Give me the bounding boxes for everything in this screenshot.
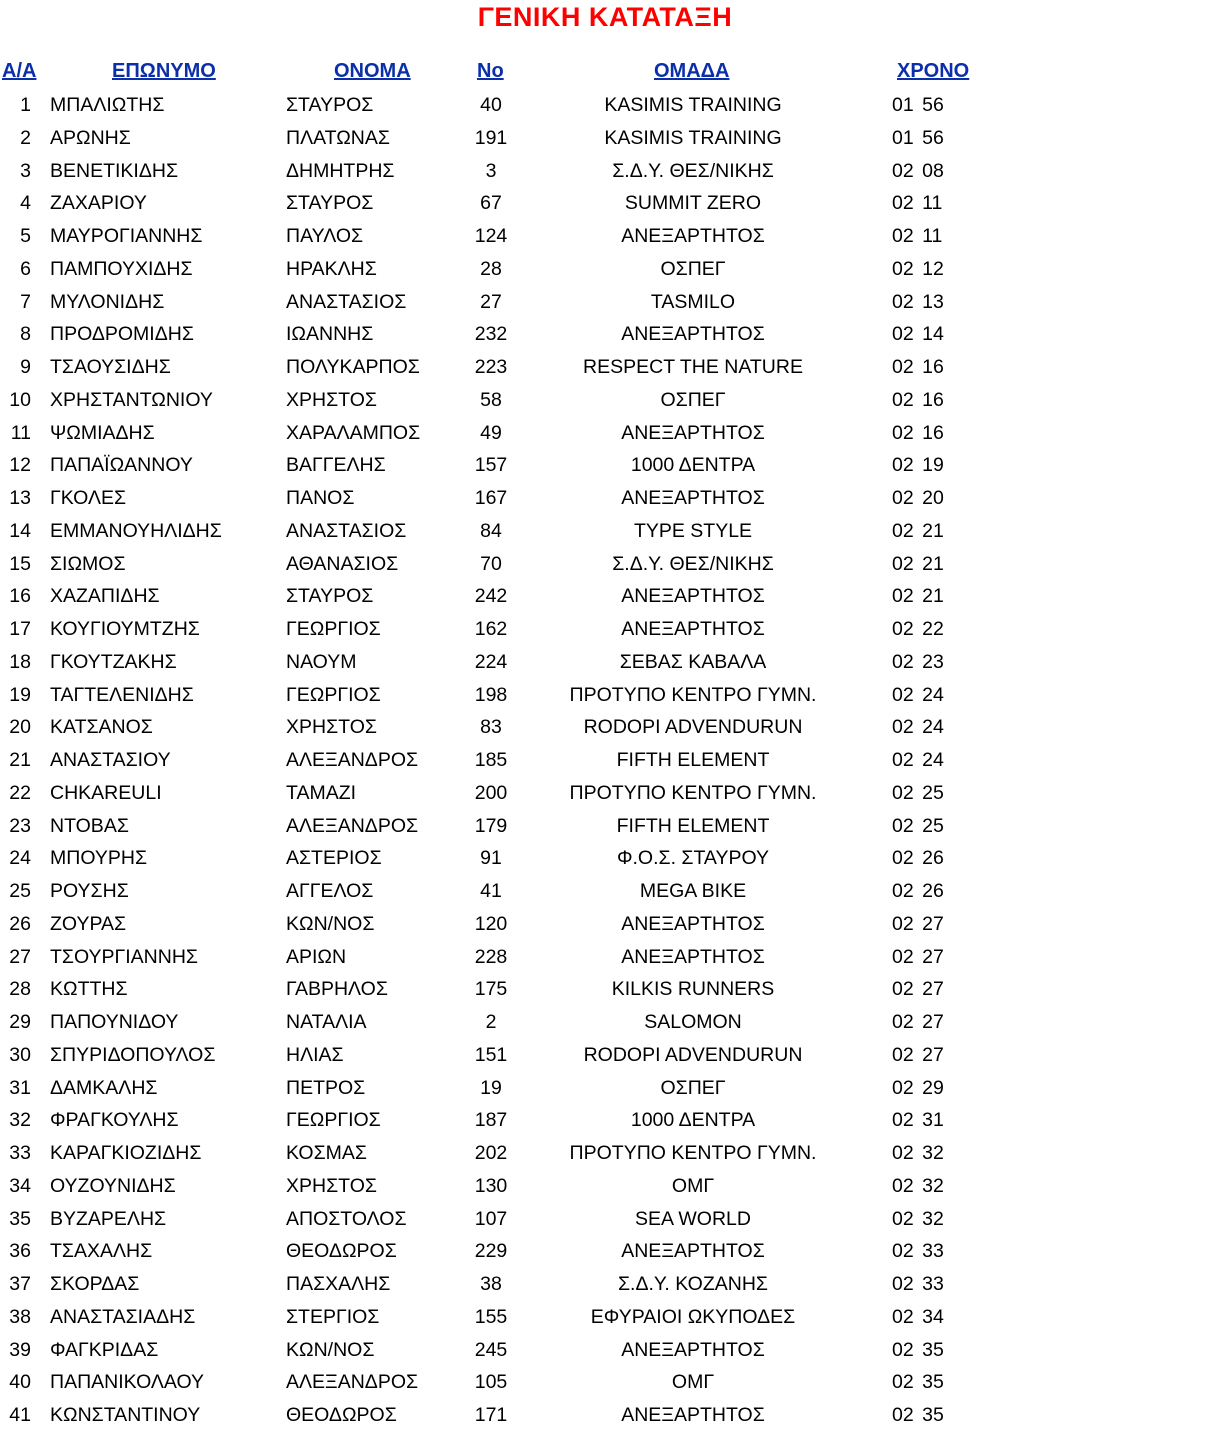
cell-aa: 32 <box>9 1109 31 1132</box>
cell-surname: ΚΟΥΓΙΟΥΜΤΖΗΣ <box>50 618 200 640</box>
cell-aa: 8 <box>20 323 31 346</box>
table-row <box>0 449 960 482</box>
cell-number: 223 <box>474 356 508 378</box>
table-row <box>0 1170 960 1203</box>
cell-team: 1000 ΔΕΝΤΡΑ <box>630 1109 756 1132</box>
cell-number: 70 <box>480 552 502 575</box>
cell-surname: ΤΣΑΟΥΣΙΔΗΣ <box>50 356 171 378</box>
cell-team: ΑΝΕΞΑΡΤΗΤΟΣ <box>621 585 765 608</box>
cell-team: RODOPI ADVENDURUN <box>583 1043 803 1066</box>
cell-name: ΑΘΑΝΑΣΙΟΣ <box>286 552 399 575</box>
table-row <box>0 220 960 253</box>
cell-time: 02 19 <box>892 454 944 477</box>
cell-aa: 15 <box>9 552 31 575</box>
cell-surname: ΓΚΟΥΤΖΑΚΗΣ <box>50 650 177 673</box>
cell-aa: 19 <box>9 683 31 706</box>
cell-name: ΓΕΩΡΓΙΟΣ <box>286 618 381 640</box>
cell-name: ΗΡΑΚΛΗΣ <box>286 257 377 280</box>
cell-surname: ΤΣΟΥΡΓΙΑΝΝΗΣ <box>50 945 198 968</box>
table-row <box>0 1301 960 1334</box>
cell-surname: ΧΡΗΣΤΑΝΤΩΝΙΟΥ <box>50 388 213 411</box>
cell-surname: ΑΝΑΣΤΑΣΙΑΔΗΣ <box>50 1305 196 1328</box>
table-row <box>0 1072 960 1105</box>
cell-time: 02 26 <box>892 847 944 870</box>
cell-surname: ΚΑΡΑΓΚΙΟΖΙΔΗΣ <box>50 1142 202 1164</box>
cell-aa: 13 <box>9 487 31 509</box>
cell-name: ΑΣΤΕΡΙΟΣ <box>286 847 382 870</box>
cell-surname: ΠΡΟΔΡΟΜΙΔΗΣ <box>50 323 194 346</box>
cell-aa: 18 <box>9 650 31 673</box>
cell-team: ΑΝΕΞΑΡΤΗΤΟΣ <box>621 225 765 247</box>
table-row <box>0 777 960 810</box>
cell-time: 02 32 <box>892 1174 944 1197</box>
cell-name: ΗΛΙΑΣ <box>286 1043 344 1066</box>
cell-team: KASIMIS TRAINING <box>604 126 782 149</box>
cell-number: 175 <box>474 978 508 1001</box>
cell-surname: ΠΑΠΑΝΙΚΟΛΑΟΥ <box>50 1371 205 1394</box>
table-row <box>0 908 960 941</box>
results-table <box>0 89 960 1432</box>
cell-aa: 36 <box>9 1240 31 1263</box>
cell-time: 02 26 <box>892 880 944 902</box>
cell-time: 02 31 <box>892 1109 944 1132</box>
cell-team: TASMILO <box>650 290 736 313</box>
cell-number: 187 <box>474 1109 508 1132</box>
cell-team: ΟΣΠΕΓ <box>660 1076 726 1099</box>
cell-name: ΠΟΛΥΚΑΡΠΟΣ <box>286 356 420 378</box>
cell-time: 02 35 <box>892 1404 944 1426</box>
table-row <box>0 679 960 712</box>
cell-aa: 9 <box>20 356 31 378</box>
cell-number: 171 <box>474 1404 508 1426</box>
table-row <box>0 417 960 450</box>
cell-team: Σ.Δ.Υ. ΚΟΖΑΝΗΣ <box>618 1273 768 1295</box>
cell-name: ΠΑΣΧΑΛΗΣ <box>286 1273 391 1295</box>
cell-surname: ΠΑΠΟΥΝΙΔΟΥ <box>50 1011 179 1033</box>
cell-name: ΑΝΑΣΤΑΣΙΟΣ <box>286 519 407 542</box>
table-row <box>0 187 960 220</box>
cell-time: 02 11 <box>892 225 943 247</box>
cell-number: 224 <box>474 650 508 673</box>
cell-name: ΚΟΣΜΑΣ <box>286 1142 367 1164</box>
cell-name: ΙΩΑΝΝΗΣ <box>286 323 374 346</box>
cell-time: 02 24 <box>892 683 944 706</box>
cell-name: ΑΛΕΞΑΝΔΡΟΣ <box>286 1371 419 1394</box>
cell-number: 58 <box>480 388 502 411</box>
cell-name: ΑΛΕΞΑΝΔΡΟΣ <box>286 749 419 771</box>
table-row <box>0 89 960 122</box>
cell-name: ΤΑΜΑΖΙ <box>286 781 357 804</box>
cell-surname: CHKAREULI <box>50 781 162 804</box>
cell-name: ΧΑΡΑΛΑΜΠΟΣ <box>286 421 421 444</box>
cell-number: 120 <box>474 912 508 935</box>
cell-number: 157 <box>474 454 508 477</box>
cell-aa: 6 <box>20 257 31 280</box>
cell-time: 02 23 <box>892 650 944 673</box>
cell-surname: ΡΟΥΣΗΣ <box>50 880 129 902</box>
cell-time: 02 27 <box>892 1043 944 1066</box>
cell-name: ΣΤΕΡΓΙΟΣ <box>286 1305 380 1328</box>
cell-time: 02 20 <box>892 487 944 509</box>
cell-number: 202 <box>474 1142 508 1164</box>
cell-surname: ΣΠΥΡΙΔΟΠΟΥΛΟΣ <box>50 1043 216 1066</box>
cell-team: KASIMIS TRAINING <box>604 94 782 116</box>
table-row <box>0 286 960 319</box>
cell-time: 02 25 <box>892 781 944 804</box>
cell-number: 91 <box>480 847 502 870</box>
table-row <box>0 1137 960 1170</box>
table-row <box>0 1203 960 1236</box>
cell-aa: 31 <box>9 1076 31 1099</box>
cell-number: 2 <box>485 1011 497 1033</box>
cell-time: 02 11 <box>892 192 943 215</box>
cell-team: ΑΝΕΞΑΡΤΗΤΟΣ <box>621 421 765 444</box>
table-row <box>0 548 960 581</box>
cell-surname: ΜΥΛΟΝΙΔΗΣ <box>50 290 165 313</box>
cell-number: 229 <box>474 1240 508 1263</box>
header-time: ΧΡΟΝΟ <box>897 60 970 82</box>
table-row <box>0 1366 960 1399</box>
cell-team: ΑΝΕΞΑΡΤΗΤΟΣ <box>621 1338 765 1361</box>
cell-name: ΝΑΟΥΜ <box>286 650 357 673</box>
cell-number: 228 <box>474 945 508 968</box>
table-row <box>0 1399 960 1432</box>
cell-surname: ΜΠΑΛΙΩΤΗΣ <box>50 94 165 116</box>
cell-time: 02 35 <box>892 1371 944 1394</box>
cell-team: 1000 ΔΕΝΤΡΑ <box>630 454 756 477</box>
cell-name: ΧΡΗΣΤΟΣ <box>286 716 377 739</box>
cell-name: ΣΤΑΥΡΟΣ <box>286 585 374 608</box>
cell-time: 02 13 <box>892 290 944 313</box>
cell-aa: 29 <box>9 1011 31 1033</box>
cell-time: 02 33 <box>892 1240 944 1263</box>
cell-surname: ΔΑΜΚΑΛΗΣ <box>50 1076 158 1099</box>
cell-aa: 28 <box>9 978 31 1001</box>
cell-surname: ΧΑΖΑΠΙΔΗΣ <box>50 585 160 608</box>
cell-number: 130 <box>474 1174 508 1197</box>
cell-aa: 37 <box>9 1273 31 1295</box>
cell-time: 02 27 <box>892 945 944 968</box>
cell-name: ΘΕΟΔΩΡΟΣ <box>286 1404 397 1426</box>
cell-name: ΘΕΟΔΩΡΟΣ <box>286 1240 397 1263</box>
cell-aa: 1 <box>20 94 31 116</box>
table-row <box>0 646 960 679</box>
cell-aa: 23 <box>9 814 31 837</box>
cell-surname: ΠΑΜΠΟΥΧΙΔΗΣ <box>50 257 193 280</box>
cell-aa: 12 <box>9 454 31 477</box>
cell-surname: ΕΜΜΑΝΟΥΗΛΙΔΗΣ <box>50 519 222 542</box>
cell-aa: 24 <box>9 847 31 870</box>
cell-number: 27 <box>480 290 502 313</box>
cell-name: ΣΤΑΥΡΟΣ <box>286 192 374 215</box>
cell-time: 02 21 <box>892 519 944 542</box>
cell-name: ΓΑΒΡΗΛΟΣ <box>286 978 388 1001</box>
cell-time: 02 27 <box>892 978 944 1001</box>
cell-number: 67 <box>480 192 502 215</box>
cell-team: ΟΜΓ <box>671 1371 715 1394</box>
cell-team: ΑΝΕΞΑΡΤΗΤΟΣ <box>621 487 765 509</box>
page-title: ΓΕΝΙΚΗ ΚΑΤΑΤΑΞΗ <box>477 2 733 32</box>
cell-number: 3 <box>485 159 497 182</box>
cell-number: 232 <box>474 323 508 346</box>
cell-number: 84 <box>480 519 502 542</box>
cell-number: 242 <box>474 585 508 608</box>
cell-time: 02 25 <box>892 814 944 837</box>
cell-team: ΑΝΕΞΑΡΤΗΤΟΣ <box>621 1240 765 1263</box>
cell-team: ΑΝΕΞΑΡΤΗΤΟΣ <box>621 1404 765 1426</box>
cell-aa: 22 <box>9 781 31 804</box>
cell-team: ΠΡΟΤΥΠΟ ΚΕΝΤΡΟ ΓΥΜΝ. <box>569 781 817 804</box>
cell-time: 02 16 <box>892 356 944 378</box>
cell-time: 02 27 <box>892 1011 944 1033</box>
cell-surname: ΑΡΩΝΗΣ <box>50 126 131 149</box>
cell-team: ΟΜΓ <box>671 1174 715 1197</box>
cell-team: MEGA BIKE <box>639 880 747 902</box>
cell-name: ΝΑΤΑΛΙΑ <box>286 1011 367 1033</box>
cell-name: ΣΤΑΥΡΟΣ <box>286 94 374 116</box>
cell-team: ΑΝΕΞΑΡΤΗΤΟΣ <box>621 945 765 968</box>
cell-number: 40 <box>480 94 502 116</box>
cell-team: ΕΦΥΡΑΙΟΙ ΩΚΥΠΟΔΕΣ <box>590 1305 796 1328</box>
cell-name: ΧΡΗΣΤΟΣ <box>286 1174 377 1197</box>
cell-time: 02 21 <box>892 585 944 608</box>
header-surname: ΕΠΩΝΥΜΟ <box>112 60 216 82</box>
cell-time: 02 32 <box>892 1142 944 1164</box>
cell-aa: 21 <box>9 749 31 771</box>
cell-number: 124 <box>474 225 508 247</box>
cell-number: 245 <box>474 1338 508 1361</box>
cell-time: 02 24 <box>892 716 944 739</box>
table-row <box>0 318 960 351</box>
cell-aa: 26 <box>9 912 31 935</box>
cell-team: ΑΝΕΞΑΡΤΗΤΟΣ <box>621 912 765 935</box>
cell-aa: 4 <box>20 192 31 215</box>
cell-surname: ΝΤΟΒΑΣ <box>50 814 129 837</box>
cell-time: 02 34 <box>892 1305 944 1328</box>
cell-surname: ΣΙΩΜΟΣ <box>50 552 126 575</box>
cell-team: RODOPI ADVENDURUN <box>583 716 803 739</box>
cell-number: 151 <box>474 1043 508 1066</box>
cell-surname: ΑΝΑΣΤΑΣΙΟΥ <box>50 749 171 771</box>
cell-surname: ΓΚΟΛΕΣ <box>50 487 127 509</box>
cell-aa: 20 <box>9 716 31 739</box>
cell-number: 162 <box>474 618 508 640</box>
cell-aa: 17 <box>9 618 31 640</box>
cell-name: ΠΑΥΛΟΣ <box>286 225 364 247</box>
cell-surname: ΦΑΓΚΡΙΔΑΣ <box>50 1338 159 1361</box>
table-row <box>0 351 960 384</box>
cell-surname: ΖΟΥΡΑΣ <box>50 912 127 935</box>
cell-team: RESPECT THE NATURE <box>583 356 803 378</box>
cell-team: ΟΣΠΕΓ <box>660 388 726 411</box>
table-row <box>0 122 960 155</box>
cell-name: ΧΡΗΣΤΟΣ <box>286 388 377 411</box>
cell-time: 02 33 <box>892 1273 944 1295</box>
cell-time: 02 27 <box>892 912 944 935</box>
cell-aa: 5 <box>20 225 31 247</box>
cell-surname: ΚΑΤΣΑΝΟΣ <box>50 716 153 739</box>
cell-name: ΑΛΕΞΑΝΔΡΟΣ <box>286 814 419 837</box>
cell-surname: ΟΥΖΟΥΝΙΔΗΣ <box>50 1174 176 1197</box>
cell-name: ΑΠΟΣΤΟΛΟΣ <box>286 1207 407 1230</box>
table-row <box>0 580 960 613</box>
cell-aa: 39 <box>9 1338 31 1361</box>
header-aa: A/A <box>2 60 37 82</box>
cell-team: KILKIS RUNNERS <box>611 978 775 1001</box>
cell-time: 02 16 <box>892 388 944 411</box>
cell-surname: ΒΕΝΕΤΙΚΙΔΗΣ <box>50 159 179 182</box>
cell-team: SEA WORLD <box>635 1207 751 1230</box>
cell-name: ΓΕΩΡΓΙΟΣ <box>286 683 381 706</box>
cell-time: 01 56 <box>892 94 944 116</box>
cell-time: 02 24 <box>892 749 944 771</box>
cell-number: 185 <box>474 749 508 771</box>
table-row <box>0 875 960 908</box>
cell-number: 198 <box>474 683 508 706</box>
cell-aa: 34 <box>9 1174 31 1197</box>
cell-team: ΑΝΕΞΑΡΤΗΤΟΣ <box>621 618 765 640</box>
cell-time: 02 12 <box>892 257 944 280</box>
cell-aa: 3 <box>20 159 31 182</box>
table-row <box>0 1268 960 1301</box>
cell-time: 02 35 <box>892 1338 944 1361</box>
cell-number: 200 <box>474 781 508 804</box>
cell-aa: 11 <box>10 421 31 444</box>
cell-team: Σ.Δ.Υ. ΘΕΣ/ΝΙΚΗΣ <box>612 159 774 182</box>
cell-aa: 40 <box>9 1371 31 1394</box>
cell-aa: 30 <box>9 1043 31 1066</box>
cell-aa: 35 <box>9 1207 31 1230</box>
cell-surname: ΜΑΥΡΟΓΙΑΝΝΗΣ <box>50 225 203 247</box>
cell-name: ΚΩΝ/ΝΟΣ <box>286 912 375 935</box>
cell-team: TYPE STYLE <box>633 519 753 542</box>
cell-name: ΒΑΓΓΕΛΗΣ <box>286 454 386 477</box>
cell-aa: 33 <box>9 1142 31 1164</box>
cell-surname: ΤΣΑΧΑΛΗΣ <box>50 1240 153 1263</box>
cell-time: 02 16 <box>892 421 944 444</box>
cell-aa: 7 <box>20 290 31 313</box>
cell-surname: ΠΑΠΑΪΩΑΝΝΟΥ <box>50 454 193 477</box>
cell-number: 179 <box>474 814 508 837</box>
table-row <box>0 1039 960 1072</box>
table-row <box>0 1235 960 1268</box>
cell-time: 02 14 <box>892 323 944 346</box>
cell-team: FIFTH ELEMENT <box>616 749 770 771</box>
header-no: No <box>477 60 504 82</box>
cell-team: ΣΕΒΑΣ ΚΑΒΑΛΑ <box>619 650 767 673</box>
cell-team: SUMMIT ZERO <box>624 192 762 215</box>
cell-team: Σ.Δ.Υ. ΘΕΣ/ΝΙΚΗΣ <box>612 552 774 575</box>
cell-name: ΠΛΑΤΩΝΑΣ <box>286 126 390 149</box>
table-row <box>0 253 960 286</box>
cell-name: ΚΩΝ/ΝΟΣ <box>286 1338 375 1361</box>
cell-surname: ΨΩΜΙΑΔΗΣ <box>50 421 155 444</box>
cell-team: ΟΣΠΕΓ <box>660 257 726 280</box>
cell-number: 167 <box>474 487 508 509</box>
cell-aa: 27 <box>9 945 31 968</box>
cell-aa: 10 <box>9 388 31 411</box>
cell-name: ΠΑΝΟΣ <box>286 487 355 509</box>
cell-name: ΔΗΜΗΤΡΗΣ <box>286 159 395 182</box>
table-header <box>0 60 1000 88</box>
cell-time: 02 21 <box>892 552 944 575</box>
cell-aa: 38 <box>9 1305 31 1328</box>
cell-aa: 41 <box>9 1404 31 1426</box>
cell-aa: 16 <box>9 585 31 608</box>
table-row <box>0 613 960 646</box>
cell-surname: ΖΑΧΑΡΙΟΥ <box>50 192 147 215</box>
cell-number: 28 <box>480 257 502 280</box>
table-row <box>0 1104 960 1137</box>
cell-surname: ΚΩΝΣΤΑΝΤΙΝΟΥ <box>50 1404 201 1426</box>
table-row <box>0 810 960 843</box>
table-row <box>0 842 960 875</box>
cell-name: ΑΓΓΕΛΟΣ <box>286 880 374 902</box>
cell-number: 105 <box>474 1371 508 1394</box>
cell-team: ΠΡΟΤΥΠΟ ΚΕΝΤΡΟ ΓΥΜΝ. <box>569 1142 817 1164</box>
cell-time: 02 32 <box>892 1207 944 1230</box>
cell-team: ΑΝΕΞΑΡΤΗΤΟΣ <box>621 323 765 346</box>
header-name: ΟΝΟΜΑ <box>334 60 411 82</box>
table-row <box>0 711 960 744</box>
cell-time: 02 08 <box>892 159 944 182</box>
cell-number: 38 <box>480 1273 502 1295</box>
cell-number: 155 <box>474 1305 508 1328</box>
table-row <box>0 973 960 1006</box>
cell-time: 02 29 <box>892 1076 944 1099</box>
cell-surname: ΤΑΓΤΕΛΕΝΙΔΗΣ <box>50 683 194 706</box>
cell-surname: ΚΩΤΤΗΣ <box>50 978 128 1001</box>
cell-number: 19 <box>480 1076 502 1099</box>
cell-name: ΑΝΑΣΤΑΣΙΟΣ <box>286 290 407 313</box>
cell-name: ΑΡΙΩΝ <box>286 945 347 968</box>
cell-number: 41 <box>480 880 502 902</box>
table-row <box>0 744 960 777</box>
cell-number: 83 <box>480 716 502 739</box>
cell-aa: 25 <box>9 880 31 902</box>
cell-surname: ΜΠΟΥΡΗΣ <box>50 847 148 870</box>
cell-number: 49 <box>480 421 502 444</box>
cell-time: 01 56 <box>892 126 944 149</box>
cell-time: 02 22 <box>892 618 944 640</box>
table-row <box>0 515 960 548</box>
cell-name: ΓΕΩΡΓΙΟΣ <box>286 1109 381 1132</box>
table-row <box>0 384 960 417</box>
cell-aa: 14 <box>9 519 31 542</box>
cell-name: ΠΕΤΡΟΣ <box>286 1076 366 1099</box>
cell-number: 107 <box>474 1207 508 1230</box>
cell-surname: ΣΚΟΡΔΑΣ <box>50 1273 140 1295</box>
table-row <box>0 1334 960 1367</box>
table-row <box>0 482 960 515</box>
cell-team: FIFTH ELEMENT <box>616 814 770 837</box>
table-row <box>0 1006 960 1039</box>
cell-surname: ΒΥΖΑΡΕΛΗΣ <box>50 1207 167 1230</box>
cell-team: Φ.Ο.Σ. ΣΤΑΥΡΟΥ <box>616 847 770 870</box>
table-row <box>0 941 960 974</box>
table-row <box>0 155 960 188</box>
cell-team: ΠΡΟΤΥΠΟ ΚΕΝΤΡΟ ΓΥΜΝ. <box>569 683 817 706</box>
cell-aa: 2 <box>20 126 31 149</box>
cell-surname: ΦΡΑΓΚΟΥΛΗΣ <box>50 1109 179 1132</box>
header-team: ΟΜΑΔΑ <box>654 60 730 82</box>
cell-number: 191 <box>474 126 508 149</box>
cell-team: SALOMON <box>644 1011 742 1033</box>
